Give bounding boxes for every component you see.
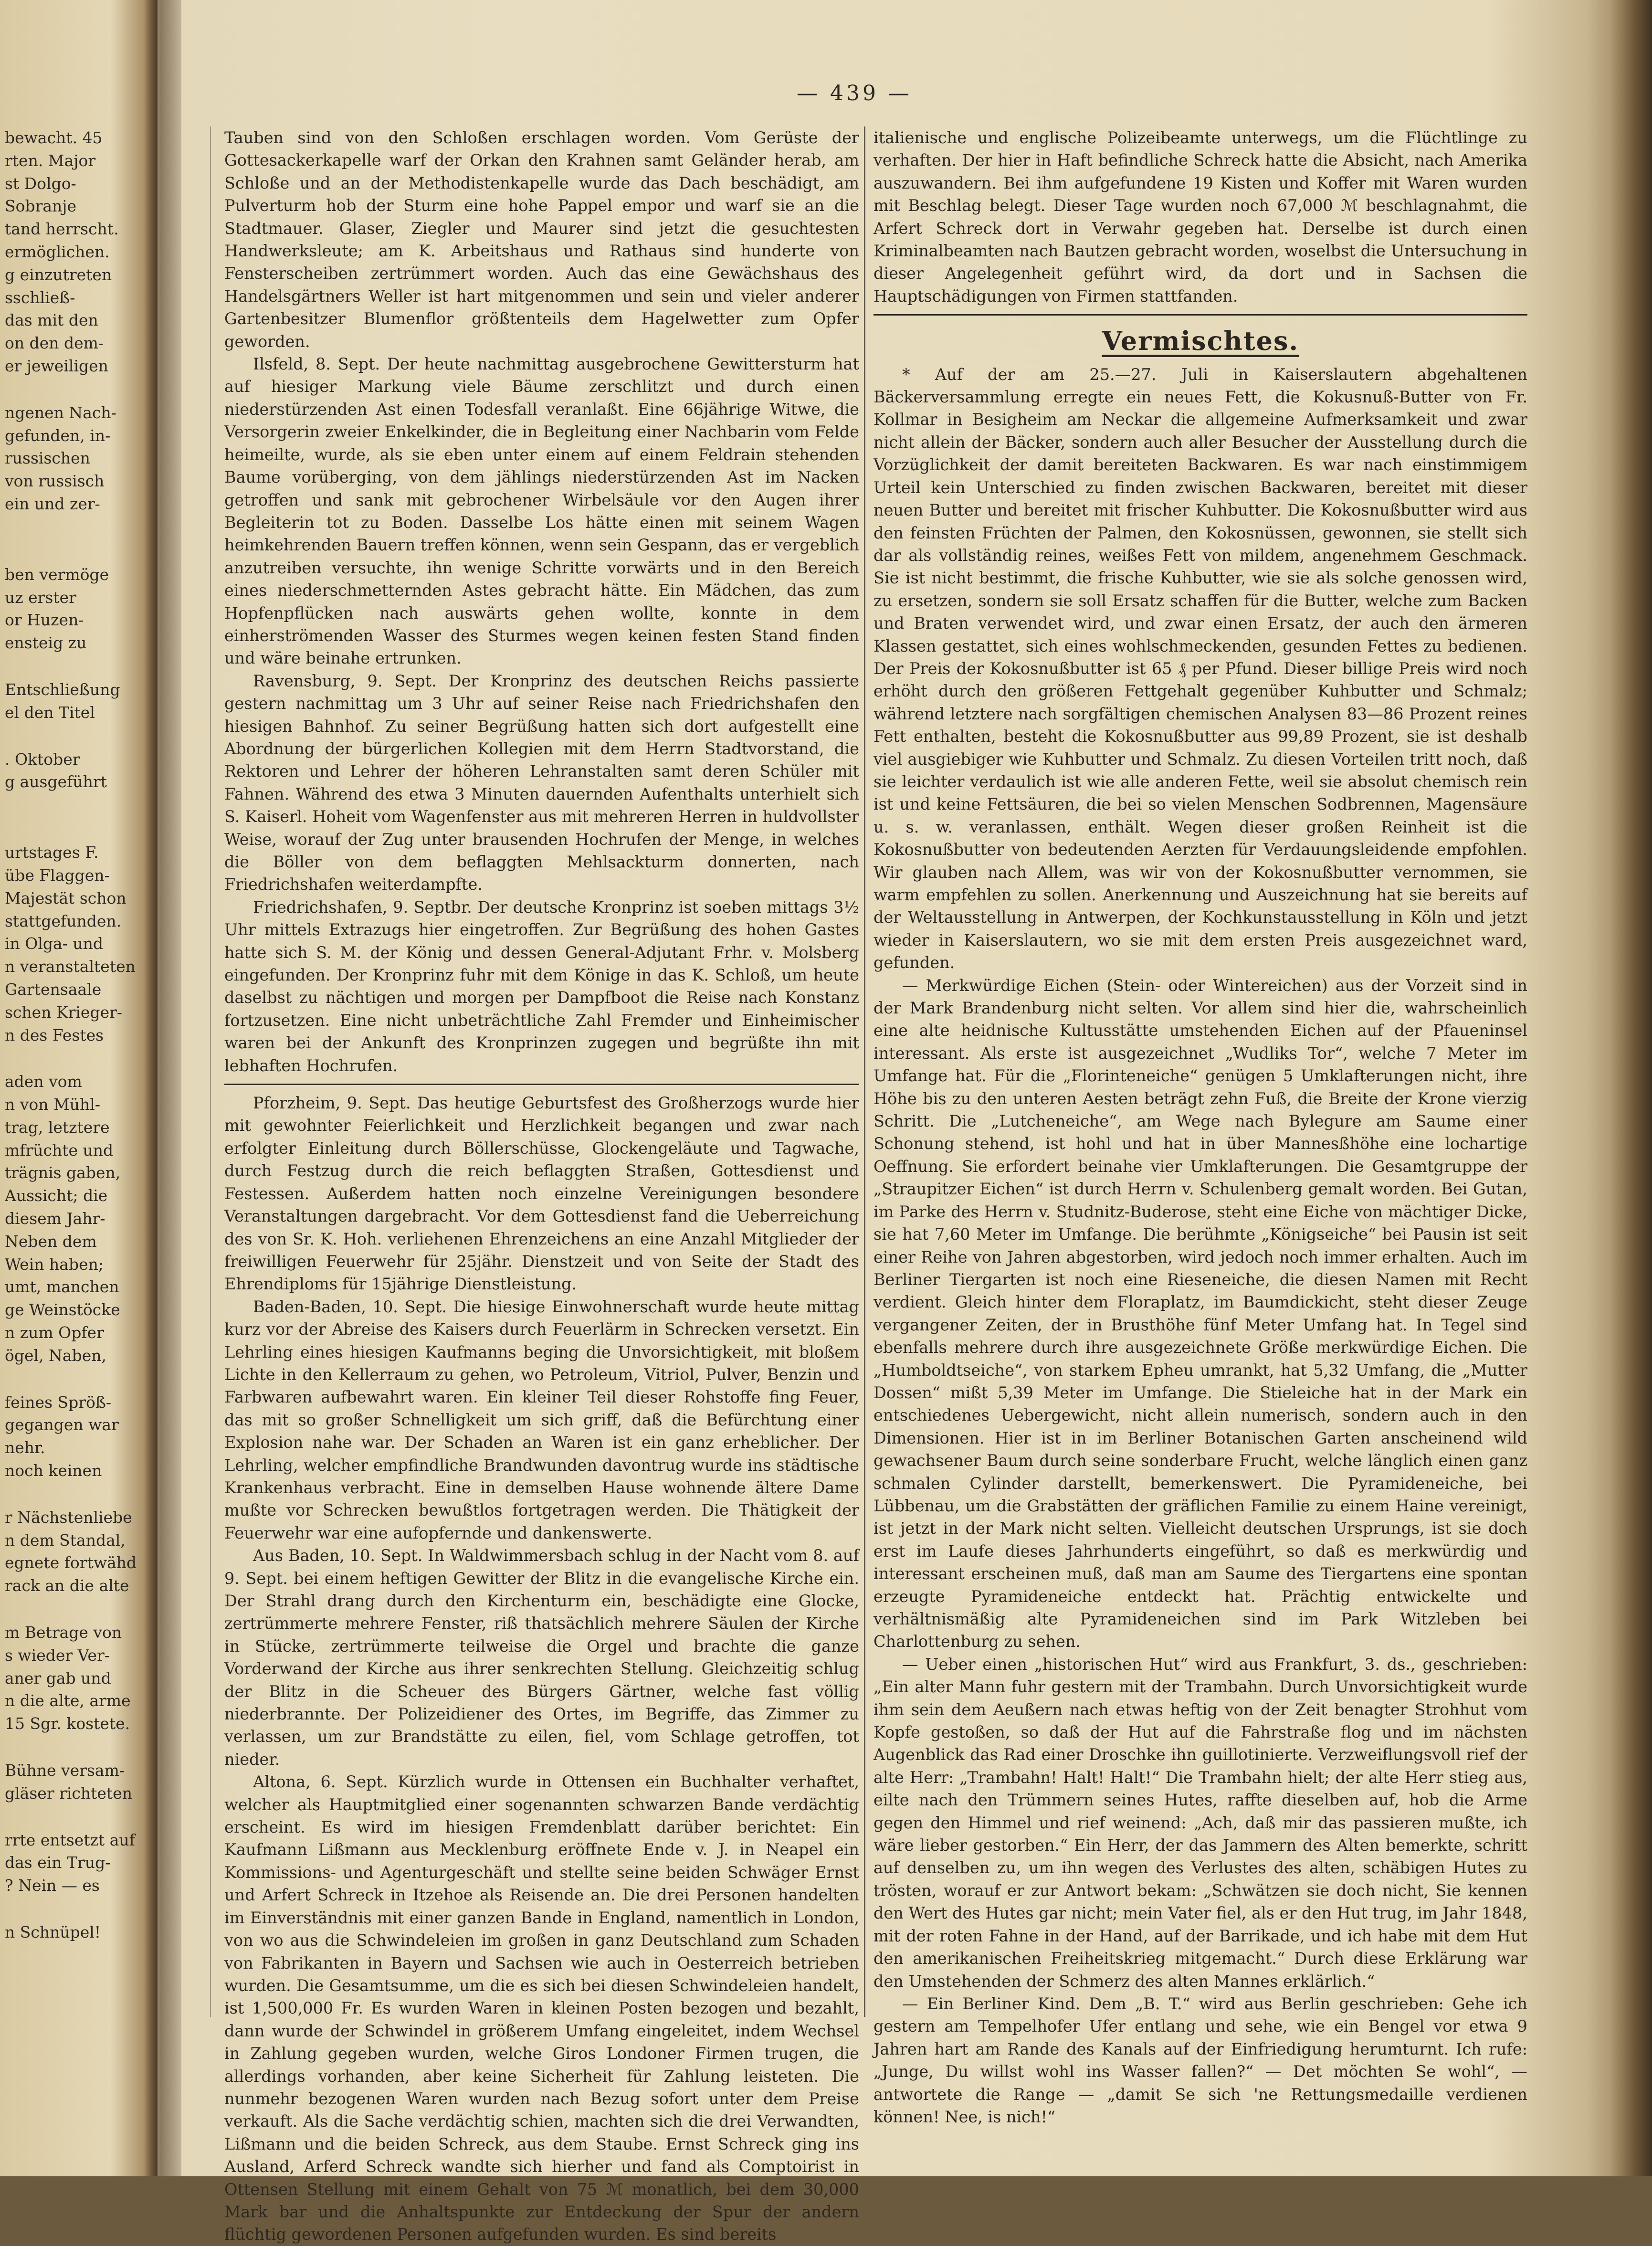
article-paragraph: Pforzheim, 9. Sept. Das heutige Geburtsfest des Großherzogs wurde hier mit gewohnter Feierlichkeit und Herzlichkeit begangen und zwar nach erfolgter Einleitung durch Böllerschüsse, Glockengeläute und Tagwache, durch Festzug durch die reich beflaggten Straßen, Gottesdienst und Festessen. Außerdem hatten noch einzelne Vereinigungen besondere Veranstaltungen dargebracht. Vor dem Gottesdienst fand die Ueberreichung des von Sr. K. Hoh. verliehenen Ehrenzeichens an eine Anzahl Mitglieder der freiwilligen Feuerwehr für 25jähr. Dienstzeit und von Seite der Stadt des Ehrendiploms für 15jährige Dienstleistung. xyxy=(224,1094,859,1294)
left-fragment-line: uz erster xyxy=(5,588,76,607)
article-paragraph: — Ein Berliner Kind. Dem „B. T.“ wird aus Berlin geschrieben: Gehe ich gestern am Tempelhofer Ufer entlang und sehe, wie ein Bengel vor etwa 9 Jahren hart am Rande des Kanals auf der Einfriedigung herumturnt. Ich rufe: „Junge, Du willst wohl ins Wasser fallen?“ — Det möchten Se wohl“, — antwortete die Range — „damit Se sich 'ne Rettungsmedaille verdienen können! Nee, is nich!“ xyxy=(873,1994,1527,2126)
left-fragment-line: mfrüchte und xyxy=(5,1140,114,1160)
left-fragment-line: n Schnüpel! xyxy=(5,1923,101,1941)
left-fragment-line: in Olga- und xyxy=(5,934,103,953)
page-stack-edge xyxy=(1609,0,1652,2176)
left-fragment-line: on den dem- xyxy=(5,334,104,353)
column-divider-left xyxy=(210,127,211,2017)
left-fragment-line: n des Festes xyxy=(5,1025,104,1044)
right-column xyxy=(873,127,1527,2128)
right-column-articles xyxy=(873,363,1527,2129)
left-fragment-line: diesem Jahr- xyxy=(5,1209,105,1228)
left-fragment-line: er jeweiligen xyxy=(5,356,108,375)
left-fragment-line: russischen xyxy=(5,449,90,468)
left-fragment-line: trägnis gaben, xyxy=(5,1163,121,1182)
left-fragment-line: gefunden, in- xyxy=(5,426,111,445)
left-fragment-line: Sobranje xyxy=(5,197,77,216)
left-fragment-line xyxy=(5,539,148,563)
left-page-edge xyxy=(0,0,158,2176)
article-paragraph: Baden-Baden, 10. Sept. Die hiesige Einwohnerschaft wurde heute mittag kurz vor der Abreise des Kaisers durch Feuerlärm in Schrecken versetzt. Ein Lehrling eines hiesigen Kaufmanns beging die Unvorsichtigkeit, mit bloßem Lichte in den Kellerraum zu gehen, wo Petroleum, Vitriol, Pulver, Benzin und Farbwaren aufbewahrt waren. Ein kleiner Teil dieser Rohstoffe fing Feuer, das mit so großer Schnelligkeit um sich griff, daß die Befürchtung einer Explosion nahe war. Der Schaden an Waren ist ein ganz erheblicher. Der Lehrling, welcher empfindliche Brandwunden davontrug wurde ins städtische Krankenhaus verbracht. Eine in demselben Hause wohnende ältere Dame mußte vor Schrecken bewußtlos fortgetragen werden. Die Thätigkeit der Feuerwehr war eine aufopfernde und dankenswerte. xyxy=(224,1297,859,1542)
left-fragment-line: n dem Standal, xyxy=(5,1530,126,1550)
left-fragment-line xyxy=(5,654,148,678)
left-fragment-line: sschließ- xyxy=(5,288,75,307)
left-fragment-line xyxy=(5,724,148,748)
page-number: — 439 — xyxy=(797,81,912,105)
article-paragraph: Ravensburg, 9. Sept. Der Kronprinz des deutschen Reichs passierte gestern nachmittag um 3 Uhr auf seiner Reise nach Friedrichshafen den hiesigen Bahnhof. Zu seiner Begrüßung hatten sich dort aufgestellt eine Abordnung der bürgerlichen Kollegien mit dem Herrn Stadtvorstand, die Rektoren und Lehrer der höheren Lehranstalten samt deren Schüler mit Fahnen. Während des etwa 3 Minuten dauernden Aufenthalts unterhielt sich S. Kaiserl. Hoheit vom Wagenfenster aus mit mehreren Herren in huldvollster Weise, worauf der Zug unter brausenden Hochrufen der Menge, in welches die Böller von dem beflaggten Mehlsackturm donnerten, nach Friedrichshafen weiterdampfte. xyxy=(224,671,859,894)
left-fragment-line: n zum Opfer xyxy=(5,1323,104,1342)
left-fragment-line xyxy=(5,1897,148,1921)
left-page-fragments xyxy=(5,127,148,1944)
left-fragment-line xyxy=(5,817,148,841)
article-paragraph: — Ueber einen „historischen Hut“ wird aus Frankfurt, 3. ds., geschrieben: „Ein alter Mann fuhr gestern mit der Trambahn. Durch Unvorsichtigkeit wurde ihm sein dem Aeußern nach etwas heftig von der Zeit benagter Strohhut vom Kopfe gestoßen, so daß der Hut auf die Fahrstraße flog und im nächsten Augenblick das Rad einer Droschke ihn guillotinierte. Verzweiflungsvoll rief der alte Herr: „Trambahn! Halt! Halt!“ Die Trambahn hielt; der alte Herr stieg aus, eilte nach den Trümmern seines Hutes, raffte dieselben auf, hob die Arme gegen den Himmel und rief weinend: „Ach, daß mir das passieren mußte, ich wäre lieber gestorben.“ Ein Herr, der das Jammern des Alten bemerkte, schritt auf denselben zu, um ihn wegen des Verlustes des alten, schäbigen Hutes zu trösten, worauf er zur Antwort bekam: „Schwätzen sie doch nicht, Sie kennen den Wert des Hutes gar nicht; mein Vater fiel, als er den Hut trug, im Jahr 1848, mit der roten Fahne in der Hand, auf der Barrikade, und ich habe mit dem Hut den amerikanischen Freiheitskrieg mitgemacht.“ Durch diese Erklärung war den Umstehenden der Schmerz des alten Mannes erklärlich.“ xyxy=(873,1655,1527,1991)
left-fragment-line: urtstages F. xyxy=(5,843,99,862)
left-fragment-line xyxy=(5,378,148,401)
left-fragment-line: das mit den xyxy=(5,311,98,330)
left-fragment-line: ein und zer- xyxy=(5,494,100,513)
left-fragment-line: st Dolgo- xyxy=(5,174,76,193)
left-fragment-line: el den Titel xyxy=(5,703,95,722)
left-fragment-line: . Oktober xyxy=(5,749,80,769)
left-fragment-line: r Nächstenliebe xyxy=(5,1508,132,1527)
left-fragment-line: Aussicht; die xyxy=(5,1186,108,1205)
left-fragment-line: g ausgeführt xyxy=(5,772,107,791)
left-fragment-line: noch keinen xyxy=(5,1461,102,1480)
left-fragment-line: g einzutreten xyxy=(5,265,112,284)
left-fragment-line: nehr. xyxy=(5,1438,45,1457)
section-rule xyxy=(873,314,1527,316)
left-fragment-line: ngenen Nach- xyxy=(5,403,116,422)
left-fragment-line: Majestät schon xyxy=(5,888,126,907)
left-fragment-line xyxy=(5,793,148,817)
article-paragraph: Ilsfeld, 8. Sept. Der heute nachmittag ausgebrochene Gewittersturm hat auf hiesiger Markung viele Bäume zerschlitzt und durch einen niederstürzenden Ast einen Todesfall veranlaßt. Eine 66jährige Witwe, die Versorgerin zweier Enkelkinder, die in Begleitung einer Nachbarin vom Felde heimeilte, wurde, als sie eben unter einem auf einem Feldrain stehenden Baume vorüberging, von dem jählings niederstürzenden Ast im Nacken getroffen und sank mit gebrochener Wirbelsäule vor den Augen ihrer Begleiterin tot zu Boden. Dasselbe Los hätte einen mit seinem Wagen heimkehrenden Bauern treffen können, wenn sein Gespann, das er vergeblich anzutreiben versuchte, ihn wenige Schritte vorwärts und in den Bereich eines niederschmetternden Astes gebracht hätte. Ein Mädchen, das zum Hopfenpflücken nach auswärts gehen wollte, konnte in dem einherströmenden Wasser des Sturmes wegen keinen festen Stand finden und wäre beinahe ertrunken. xyxy=(224,355,859,668)
left-fragment-line: übe Flaggen- xyxy=(5,865,110,885)
left-fragment-line: n die alte, arme xyxy=(5,1691,131,1710)
left-fragment-line: ge Weinstöcke xyxy=(5,1300,120,1319)
left-fragment-line: ? Nein — es xyxy=(5,1876,100,1895)
article-paragraph: Tauben sind von den Schloßen erschlagen worden. Vom Gerüste der Gottesackerkapelle warf der Orkan den Krahnen samt Geländer herab, am Schloße und an der Methodistenkapelle wurde das Dach beschädigt, am Pulverturm hob der Sturm eine hohe Pappel empor und warf sie an die Stadtmauer. Glaser, Ziegler und Maurer sind jetzt die gesuchtesten Handwerksleute; am K. Arbeitshaus und Rathaus sind hunderte von Fensterscheiben zertrümmert worden. Auch das eine Gewächshaus des Handelsgärtners Weller ist hart mitgenommen und sein und vieler anderer Gartenbesitzer Blumenflor größtenteils dem Hagelwetter zum Opfer geworden. xyxy=(224,128,859,351)
left-fragment-line xyxy=(5,1597,148,1621)
left-fragment-line: aden vom xyxy=(5,1072,82,1091)
left-fragment-line: bewacht. 45 xyxy=(5,128,103,147)
left-fragment-line: 15 Sgr. kostete. xyxy=(5,1714,130,1733)
left-fragment-line: feines Spröß- xyxy=(5,1392,112,1412)
left-fragment-line: s wieder Ver- xyxy=(5,1645,110,1665)
left-fragment-line xyxy=(5,1367,148,1391)
left-fragment-line: Gartensaale xyxy=(5,980,102,999)
left-fragment-line: stattgefunden. xyxy=(5,911,122,930)
article-paragraph: Aus Baden, 10. Sept. In Waldwimmersbach schlug in der Nacht vom 8. auf 9. Sept. bei einem heftigen Gewitter der Blitz in die evangelische Kirche ein. Der Strahl drang durch den Kirchenturm ein, beschädigte eine Glocke, zertrümmerte mehrere Fenster, riß thatsächlich mehrere Säulen der Kirche in Stücke, zertrümmerte teilweise die Orgel und brachte die ganze Vorderwand der Kirche aus ihrer senkrechten Stellung. Gleichzeitig schlug der Blitz in die Scheuer des Bürgers Gärtner, welche fast völlig niederbrannte. Der Polizeidiener des Ortes, im Begriffe, das Zimmer zu verlassen, um zur Brandstätte zu eilen, fiel, vom Schlage getroffen, tot nieder. xyxy=(224,1546,859,1769)
left-fragment-line: schen Krieger- xyxy=(5,1002,123,1022)
left-fragment-line: m Betrage von xyxy=(5,1623,122,1642)
left-fragment-line: umt, manchen xyxy=(5,1277,119,1297)
left-fragment-line: n veranstalteten xyxy=(5,957,136,976)
left-fragment-line: Bühne versam- xyxy=(5,1761,125,1780)
left-fragment-line: gläser richteten xyxy=(5,1783,132,1803)
left-fragment-line xyxy=(5,1805,148,1829)
article-paragraph: — Merkwürdige Eichen (Stein- oder Wintereichen) aus der Vorzeit sind in der Mark Brandenburg nicht selten. Vor allem sind hier die, wahrscheinlich eine alte heidnische Kultusstätte umstehenden Eichen auf der Pfaueninsel interessant. Als erste ist ausgezeichnet „Wudliks Tor“, welche 7 Meter im Umfange hat. Für die „Florinteneiche“ genügen 5 Umklafterungen nicht, ihre Höhe bis zu den unteren Aesten beträgt zehn Fuß, die Breite der Krone vierzig Schritt. Die „Lutcheneiche“, am Wege nach Bylegure am Saume einer Schonung stehend, ist hohl und hat in über Mannesßhöhe eine lochartige Oeffnung. Sie erfordert beinahe vier Umklafterungen. Die Gesamtgruppe der „Straupitzer Eichen“ ist durch Herrn v. Schulenberg gemalt worden. Bei Gutan, im Parke des Herrn v. Studnitz-Buderose, steht eine Eiche von mächtiger Dicke, sie hat 7,60 Meter im Umfange. Die berühmte „Königseiche“ bei Pausin ist seit einer Reihe von Jahren abgestorben, wird jedoch noch immer erhalten. Auch im Berliner Tiergarten ist noch eine Rieseneiche, die diesen Namen mit Recht verdient. Gleich hinter dem Floraplatz, im Baumdickicht, steht dieser Zeuge vergangener Zeiten, der in Brusthöhe fünf Meter Umfang hat. In Tegel sind ebenfalls mehrere durch ihre ausgezeichnete Größe merkwürdige Eichen. Die „Humboldtseiche“, von starkem Epheu umrankt, hat 5,32 Umfang, die „Mutter Dossen“ mißt 5,39 Meter im Umfange. Die Stieleiche hat in der Mark ein entschiedenes Uebergewicht, nicht allein numerisch, sondern auch in den Dimensionen. Hier ist in im Berliner Botanischen Garten anscheinend wild gewachsener Baum durch seine sonderbare Frucht, welche länglich einen ganz schmalen Cylinder darstellt, bemerkenswert. Die Pyramideneiche, bei Lübbenau, um die Grabstätten der gräflichen Familie zu einem Haine vereinigt, ist jetzt in der Mark nicht selten. Vielleicht deutschen Ursprungs, ist sie doch erst im Laufe dieses Jahrhunderts eingeführt, so daß es merkwürdig und interessant erscheinen muß, daß man am Saume des Tiergartens eine spontan erzeugte Pyramideneiche entdeckt hat. Prächtig entwickelte und verhältnismäßig alte Pyramideneichen sind im Park Witzleben bei Charlottenburg zu sehen. xyxy=(873,976,1527,1651)
left-fragment-line: ögel, Naben, xyxy=(5,1346,107,1365)
left-fragment-line: von russisch xyxy=(5,472,105,491)
left-fragment-line: ben vermöge xyxy=(5,565,109,584)
section-title: Vermischtes. xyxy=(1102,326,1299,357)
left-fragment-line: tand herrscht. xyxy=(5,220,119,239)
book-gutter xyxy=(143,0,181,2176)
column-divider xyxy=(864,127,865,2017)
left-fragment-line: gegangen war xyxy=(5,1415,119,1434)
left-fragment-line: rrte entsetzt auf xyxy=(5,1830,135,1849)
left-fragment-line: Neben dem xyxy=(5,1232,97,1251)
article-rule xyxy=(224,1084,859,1085)
left-fragment-line: ermöglichen. xyxy=(5,242,110,261)
article-paragraph: * Auf der am 25.—27. Juli in Kaiserslautern abgehaltenen Bäckerversammlung erregte ein neues Fett, die Kokusnuß-Butter von Fr. Kollmar in Besigheim am Neckar die allgemeine Aufmerksamkeit und zwar nicht allein der Bäcker, sondern auch aller Besucher der Ausstellung durch die Vorzüglichkeit der damit bereiteten Backwaren. Es war nach einstimmigem Urteil kein Unterschied zu finden zwischen Backwaren, bereitet mit dieser neuen Butter und bereitet mit frischer Kuhbutter. Die Kokosnußbutter wird aus den feinsten Früchten der Palmen, den Kokosnüssen, gewonnen, sie stellt sich dar als vollständig reines, weißes Fett von mildem, angenehmem Geschmack. Sie ist nicht bestimmt, die frische Kuhbutter, wie sie als solche genossen wird, zu ersetzen, sondern sie soll Ersatz schaffen für die Butter, welche zum Backen und Braten verwendet wird, und zwar einen Ersatz, der auch den ärmeren Klassen gestattet, sich eines wohlschmeckenden, gesunden Fettes zu bedienen. Der Preis der Kokosnußbutter ist 65 ₰ per Pfund. Dieser billige Preis wird noch erhöht durch den größeren Fettgehalt gegenüber Kuhbutter und Schmalz; während letztere nach sorgfältigen chemischen Analysen 83—86 Prozent reines Fett enthalten, besteht die Kokosnußbutter aus 99,89 Prozent, sie ist deshalb viel ausgiebiger wie Kuhbutter und Schmalz. Zu diesen Vorteilen tritt noch, daß sie leichter verdaulich ist wie alle anderen Fette, weil sie absolut chemisch rein ist und keine Fettsäuren, die bei so vielen Menschen Sodbrennen, Magensäure u. s. w. veranlassen, enthält. Wegen dieser großen Reinheit ist die Kokosnußbutter von bedeutenden Aerzten für Verdauungsleidende empfohlen. Wir glauben nach Allem, was wir von der Kokosnußbutter vernommen, sie warm empfehlen zu sollen. Anerkennung und Auszeichnung hat sie bereits auf der Weltausstellung in Antwerpen, der Kochkunstausstellung in Köln und jetzt wieder in Kaiserslautern, wo sie mit dem ersten Preis ausgezeichnet ward, gefunden. xyxy=(873,365,1527,972)
left-fragment-line: egnete fortwähd xyxy=(5,1553,137,1572)
middle-column xyxy=(224,127,859,2246)
left-fragment-line: trag, letztere xyxy=(5,1118,110,1137)
left-fragment-line: aner gab und xyxy=(5,1668,111,1687)
article-paragraph: Friedrichshafen, 9. Septbr. Der deutsche Kronprinz ist soeben mittags 3½ Uhr mittels Extrazugs hier eingetroffen. Zur Begrüßung des hohen Gastes hatte sich S. M. der König und dessen General-Adjutant Frhr. v. Molsberg eingefunden. Der Kronprinz fuhr mit dem Könige in das K. Schloß, um heute daselbst zu nächtigen und morgen per Dampfboot die Reise nach Konstanz fortzusetzen. Eine nicht unbeträchtliche Zahl Fremder und Einheimischer waren bei der Ankunft des Kronprinzen zugegen und begrüßte ihn mit lebhaften Hochrufen. xyxy=(224,897,859,1075)
left-fragment-line xyxy=(5,516,148,539)
left-fragment-line: Wein haben; xyxy=(5,1255,104,1274)
left-fragment-line xyxy=(5,1482,148,1506)
left-fragment-line xyxy=(5,1046,148,1070)
left-fragment-line: das ein Trug- xyxy=(5,1853,111,1872)
left-fragment-line: rack an die alte xyxy=(5,1576,129,1595)
article-paragraph: Altona, 6. Sept. Kürzlich wurde in Ottensen ein Buchhalter verhaftet, welcher als Hauptmitglied einer sogenannten schwarzen Bande verdächtig erscheint. Es wird im hiesigen Fremdenblatt darüber berichtet: Ein Kaufmann Lißmann aus Mecklenburg eröffnete Ende v. J. in Neapel ein Kommissions- und Agenturgeschäft und stellte seine beiden Schwäger Ernst und Arfert Schreck in Itzehoe als Reisende an. Die drei Personen handelten im Einverständnis mit einer ganzen Bande in England, namentlich in London, von wo aus die Schwindeleien im großen in ganz Deutschland zum Schaden von Fabrikanten in Bayern und Sachsen wie auch in Oesterreich betrieben wurden. Die Gesamtsumme, um die es sich bei diesen Schwindeleien handelt, ist 1,500,000 Fr. Es wurden Waren in kleinen Posten bezogen und bezahlt, dann wurde der Schwindel in größerem Umfang eingeleitet, indem Wechsel in Zahlung gegeben wurden, welche Giros Londoner Firmen trugen, die allerdings vorhanden, aber keine Sicherheit für Zahlung leisteten. Die nunmehr bezogenen Waren wurden nach Bezug sofort unter dem Preise verkauft. Als die Sache verdächtig schien, machten sich die drei Verwandten, Lißmann und die beiden Schreck, aus dem Staube. Ernst Schreck ging ins Ausland, Arferd Schreck wandte sich hierher und fand als Comptoirist in Ottensen Stellung mit einem Gehalt von 75 ℳ monatlich, bei dem 30,000 Mark bar und die Anhaltspunkte zur Entdeckung der Spur der andern flüchtig gewordenen Personen aufgefunden wurden. Es sind bereits xyxy=(224,1772,859,2244)
left-fragment-line: Entschließung xyxy=(5,680,120,699)
right-column-lead: italienische und englische Polizeibeamte unterwegs, um die Flüchtlinge zu verhaften. Der hier in Haft befindliche Schreck hatte die Absicht, nach Amerika auszuwandern. Bei ihm aufgefundene 19 Kisten und Koffer mit Waren wurden mit Beschlag belegt. Dieser Tage wurden noch 67,000 ℳ beschlagnahmt, die Arfert Schreck dort in Verwahr gegeben hat. Derselbe ist durch einen Kriminalbeamten nach Bautzen gebracht worden, woselbst die Untersuchung in dieser Angelegenheit geführt wird, da dort und in Sachsen die Hauptschädigungen von Firmen stattfanden. xyxy=(873,128,1527,306)
left-fragment-line: n von Mühl- xyxy=(5,1095,100,1114)
left-fragment-line: or Huzen- xyxy=(5,611,84,630)
left-fragment-line: rten. Major xyxy=(5,151,96,170)
left-fragment-line xyxy=(5,1735,148,1759)
left-fragment-line: ensteig zu xyxy=(5,633,87,653)
